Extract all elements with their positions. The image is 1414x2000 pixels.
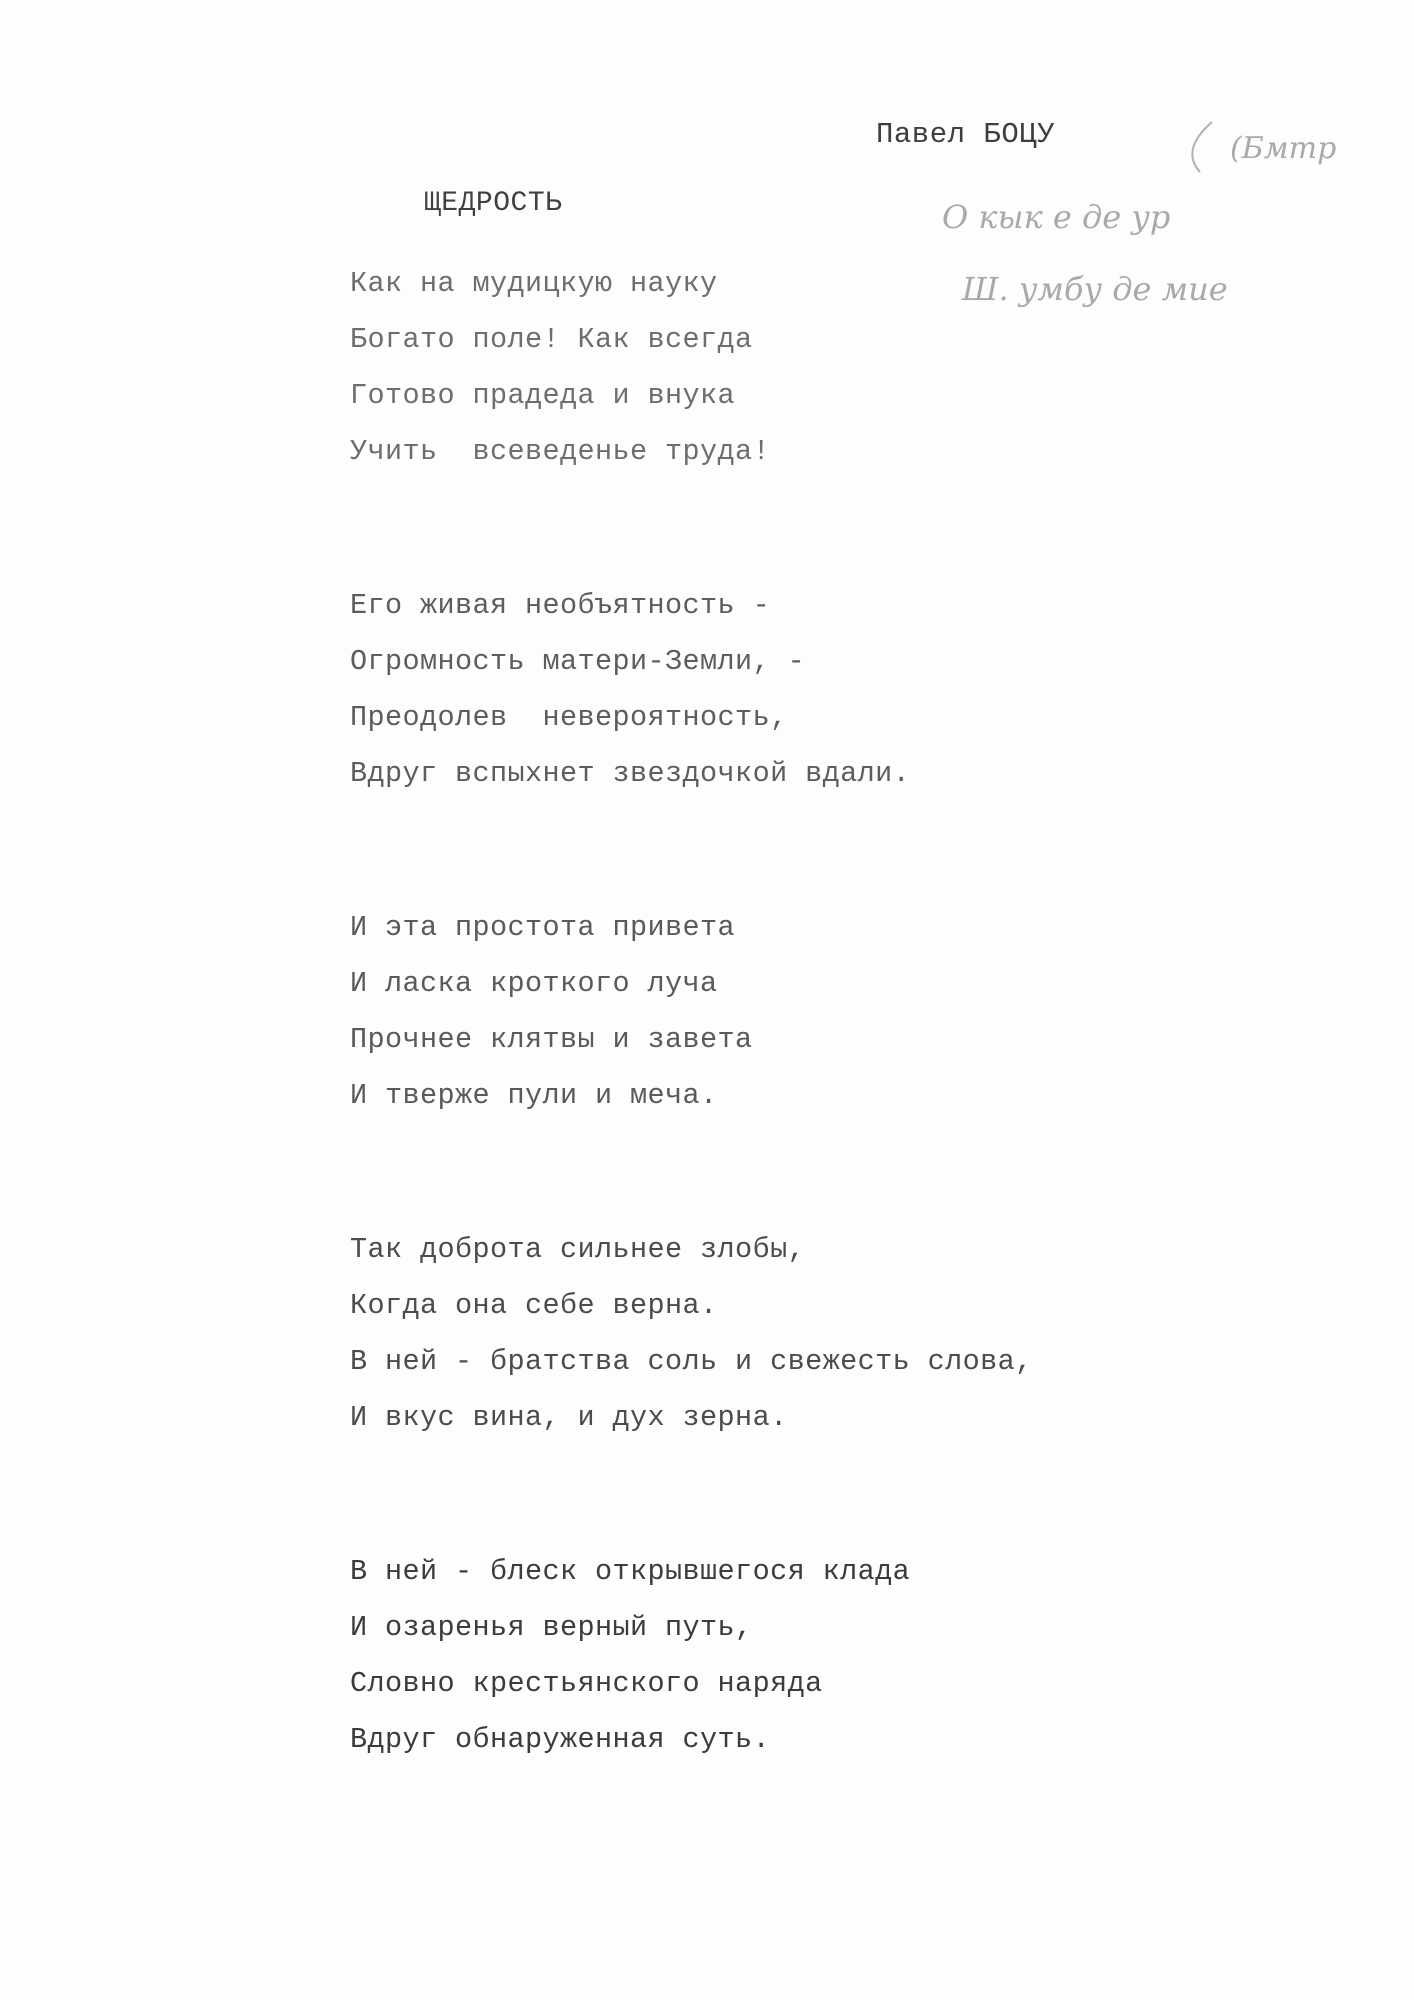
poem-line: Его живая необъятность -: [350, 589, 771, 622]
author-name: Павел БОЦУ: [876, 118, 1056, 151]
poem-line: И вкус вина, и дух зерна.: [350, 1401, 788, 1434]
poem-line: Преодолев невероятность,: [350, 701, 788, 734]
poem-line: Когда она себе верна.: [350, 1289, 718, 1322]
poem-line: И тверже пули и меча.: [350, 1079, 718, 1112]
handwritten-line-3: Ш. умбу де мие: [962, 270, 1228, 308]
poem-line: Словно крестьянского наряда: [350, 1667, 823, 1700]
stanza: [350, 1544, 1110, 1768]
poem-line: Богато поле! Как всегда: [350, 323, 753, 356]
stanza: [350, 256, 1110, 480]
poem-line: Вдруг обнаруженная суть.: [350, 1723, 771, 1756]
stanza: [350, 900, 1110, 1124]
poem-line: Огромность матери-Земли, -: [350, 645, 806, 678]
poem-line: И эта простота привета: [350, 911, 736, 944]
handwritten-line-1: (Бмтр: [1230, 131, 1337, 166]
poem-line: Вдруг вспыхнет звездочкой вдали.: [350, 757, 911, 790]
stanza: [350, 578, 1110, 802]
poem-title: ЩЕДРОСТЬ: [424, 188, 563, 219]
handwritten-paren-stroke: [1192, 122, 1212, 172]
poem-line: Учить всеведенье труда!: [350, 435, 771, 468]
poem-line: В ней - братства соль и свежесть слова,: [350, 1345, 1033, 1378]
poem-line: Готово прадеда и внука: [350, 379, 736, 412]
handwritten-line-2: О кык е де ур: [942, 198, 1171, 236]
poem-line: Так доброта сильнее злобы,: [350, 1233, 806, 1266]
stanza: [350, 1222, 1110, 1446]
poem-line: И ласка кроткого луча: [350, 967, 718, 1000]
poem-body: [350, 256, 1110, 1866]
poem-line: Прочнее клятвы и завета: [350, 1023, 753, 1056]
poem-line: В ней - блеск открывшегося клада: [350, 1555, 911, 1588]
poem-line: Как на мудицкую науку: [350, 267, 718, 300]
poem-line: И озаренья верный путь,: [350, 1611, 753, 1644]
